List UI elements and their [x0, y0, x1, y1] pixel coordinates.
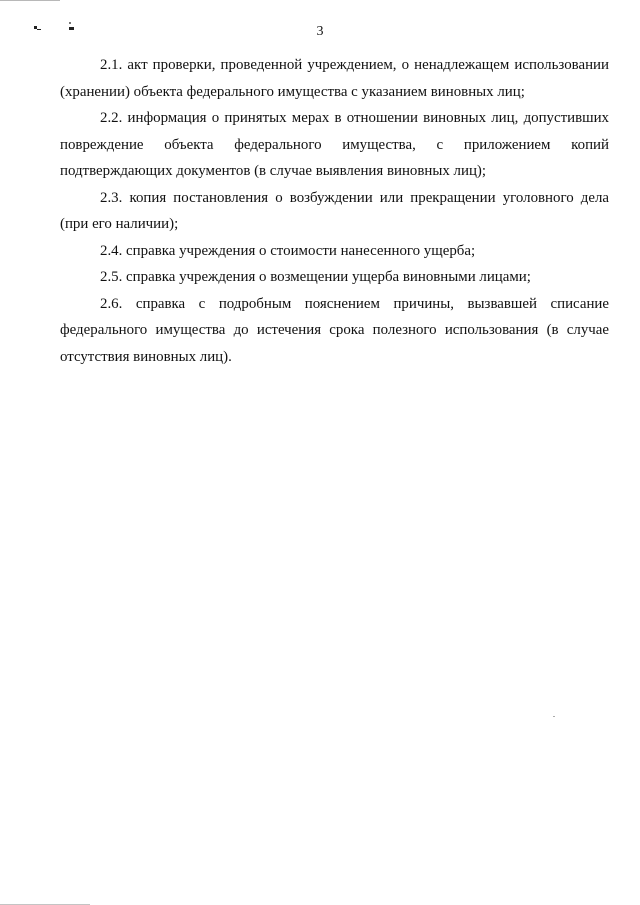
list-item-2-5: 2.5. справка учреждения о возмещении ущерба виновными лицами; — [100, 269, 531, 285]
list-item-2-1: 2.1. акт проверки, проведенной учреждением, о ненадлежащем использовании (хранении) объекта федерального имущества с указанием виновных лиц; — [60, 57, 609, 100]
page-number: 3 — [316, 24, 324, 39]
scan-speck — [553, 716, 555, 717]
scan-edge-line-top — [0, 0, 60, 1]
list-item-2-2: 2.2. информация о принятых мерах в отношении виновных лиц, допустивших повреждение объекта федерального имущества, с приложением копий подтверждающих документов (в случае выявления виновных лиц); — [60, 110, 609, 179]
list-item-2-4: 2.4. справка учреждения о стоимости нанесенного ущерба; — [100, 242, 476, 259]
list-item-2-3: 2.3. копия постановления о возбуждении или прекращении уголовного дела (при его наличии); — [60, 189, 609, 232]
document-body — [60, 52, 609, 370]
list-item-2-6: 2.6. справка с подробным пояснением причины, вызвавшей списание федерального имущества до истечения срока полезного использования (в случае отсутствия виновных лиц). — [60, 295, 609, 365]
